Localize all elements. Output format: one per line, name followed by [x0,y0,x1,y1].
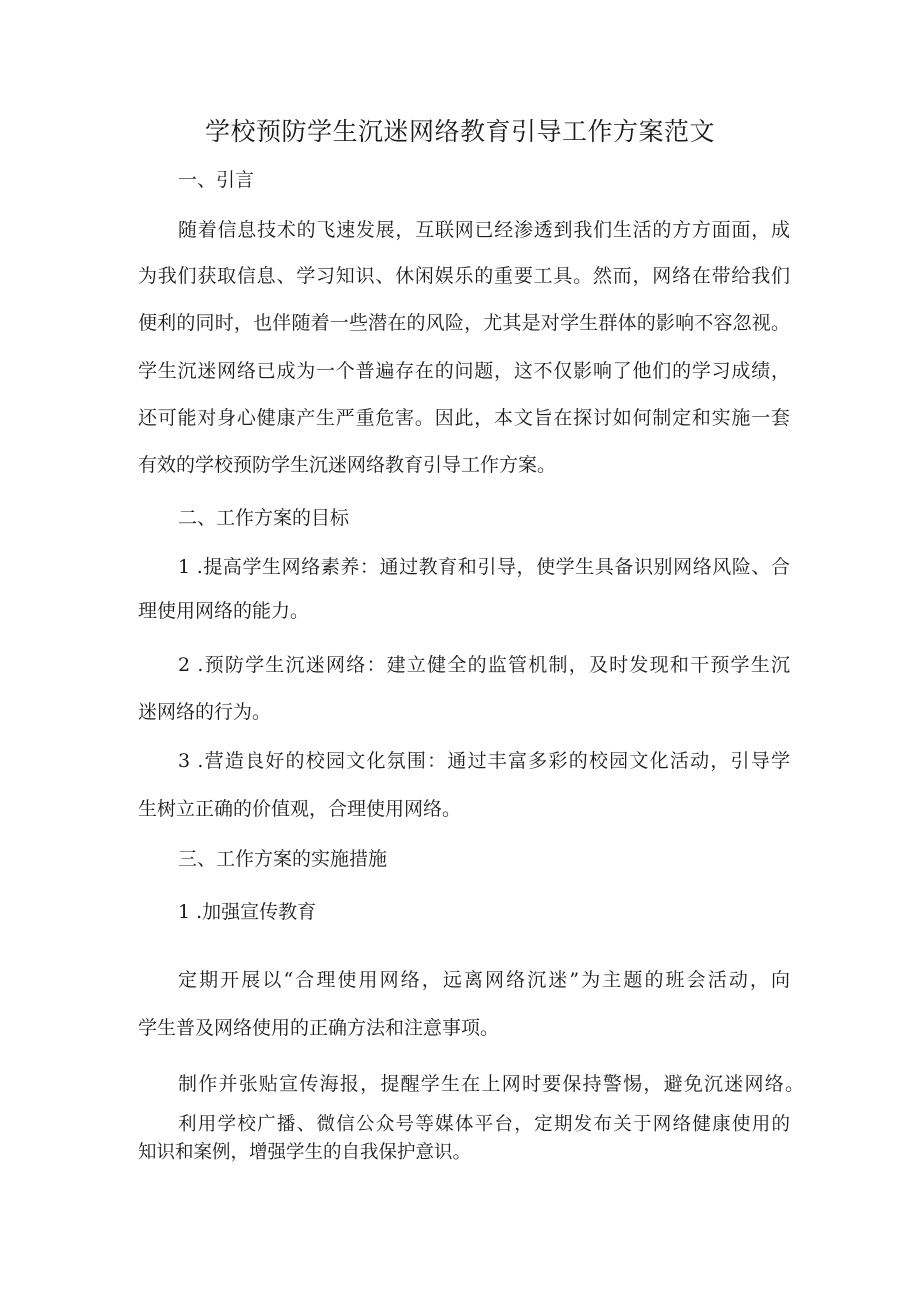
section3-heading: 三、工作方案的实施措施 [178,848,388,870]
intro-line-2: 为我们获取信息、学习知识、休闲娱乐的重要工具。然而，网络在带给我们 [138,265,790,287]
intro-line-5: 还可能对身心健康产生严重危害。因此，本文旨在探讨如何制定和实施一套 [138,407,790,429]
intro-line-3: 便利的同时，也伴随着一些潜在的风险，尤其是对学生群体的影响不容忽视。 [138,312,790,334]
measure-p1-line-1: 定期开展以“合理使用网络，远离网络沉迷”为主题的班会活动，向 [178,969,790,991]
intro-line-6: 有效的学校预防学生沉迷网络教育引导工作方案。 [138,454,557,476]
measure-p1-line-2: 学生普及网络使用的正确方法和注意事项。 [138,1017,500,1039]
goal-item-1-line-1: 1 .提高学生网络素养：通过教育和引导，使学生具备识别网络风险、合 [178,556,790,578]
section2-heading: 二、工作方案的目标 [178,507,350,529]
intro-line-1: 随着信息技术的飞速发展，互联网已经渗透到我们生活的方方面面，成 [178,219,790,241]
goal-item-2-line-1: 2 .预防学生沉迷网络：建立健全的监管机制，及时发现和干预学生沉 [178,654,790,676]
goal-item-3-line-1: 3 .营造良好的校园文化氛围：通过丰富多彩的校园文化活动，引导学 [178,750,790,772]
measure-p2: 制作并张贴宣传海报，提醒学生在上网时要保持警惕，避免沉迷网络。 [178,1073,804,1095]
measure-sub1-heading: 1 .加强宣传教育 [178,901,317,923]
measure-p3-line-2: 知识和案例，增强学生的自我保护意识。 [138,1142,472,1163]
intro-line-4: 学生沉迷网络已成为一个普遍存在的问题，这不仅影响了他们的学习成绩， [138,360,790,382]
section1-heading: 一、引言 [178,169,255,191]
goal-item-1-line-2: 理使用网络的能力。 [138,600,310,622]
document-title: 学校预防学生沉迷网络教育引导工作方案范文 [204,117,715,146]
goal-item-3-line-2: 生树立正确的价值观，合理使用网络。 [138,798,462,820]
goal-item-2-line-2: 迷网络的行为。 [138,701,272,723]
measure-p3-line-1: 利用学校广播、微信公众号等媒体平台，定期发布关于网络健康使用的 [178,1114,790,1135]
